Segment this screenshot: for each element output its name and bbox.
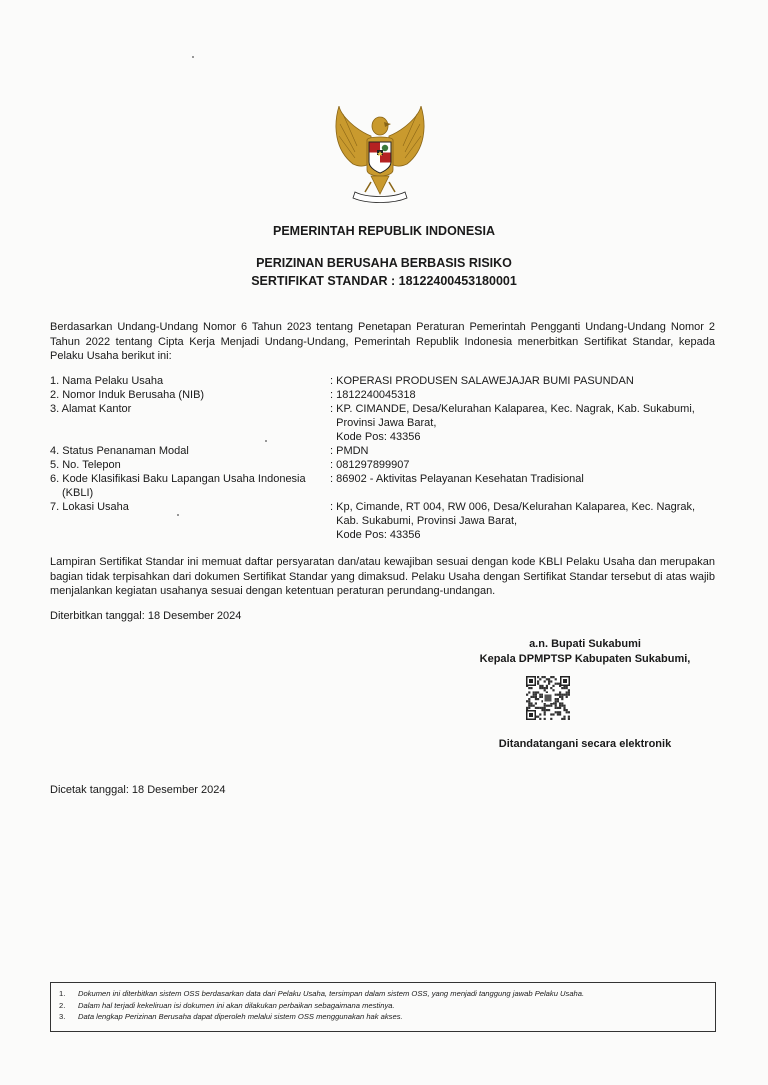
footer-note-text: Data lengkap Perizinan Berusaha dapat diperoleh melalui sistem OSS menggunakan hak akses. [78, 1012, 403, 1021]
field-value-line: : KOPERASI PRODUSEN SALAWEJAJAR BUMI PASUNDAN [330, 375, 634, 387]
field-label-line: 5. No. Telepon [50, 459, 121, 471]
certificate-number: SERTIFIKAT STANDAR : 18122400453180001 [251, 274, 517, 288]
signatory-on-behalf: a.n. Bupati Sukabumi [529, 638, 641, 650]
field-value [330, 388, 720, 402]
intro-paragraph: Berdasarkan Undang-Undang Nomor 6 Tahun 2023 tentang Penetapan Peraturan Pemerintah Pengganti Undang-Undang Nomor 2 Tahun 2022 tentang Cipta Kerja Menjadi Undang-Undang, Pemerintah Republik Indonesia menerbitkan Sertifikat Standar, kepada Pelaku Usaha berikut ini: [50, 321, 715, 362]
field-label [50, 500, 330, 514]
field-value-line: Kode Pos: 43356 [330, 529, 421, 541]
field-label-line: 7. Lokasi Usaha [50, 501, 129, 513]
garuda-emblem-icon [331, 106, 429, 206]
printed-date: Dicetak tanggal: 18 Desember 2024 [50, 784, 226, 796]
footer-note-text: Dokumen ini diterbitkan sistem OSS berdasarkan data dari Pelaku Usaha, tersimpan dalam sistem OSS, yang menjadi tanggung jawab Pelaku Usaha. [78, 989, 585, 998]
field-value-line: Provinsi Jawa Barat, [330, 417, 437, 429]
field-value [330, 472, 720, 486]
electronic-signature-note: Ditandatangani secara elektronik [498, 738, 672, 750]
footer-note-number: 1. [59, 989, 66, 998]
field-label [50, 374, 330, 388]
signatory-position: Kepala DPMPTSP Kabupaten Sukabumi, [479, 653, 691, 665]
field-label-line: 6. Kode Klasifikasi Baku Lapangan Usaha Indonesia [50, 473, 306, 485]
scan-speck [265, 440, 267, 442]
field-label-line: 4. Status Penanaman Modal [50, 445, 189, 457]
field-label [50, 388, 330, 402]
appendix-paragraph: Lampiran Sertifikat Standar ini memuat daftar persyaratan dan/atau kewajiban sesuai dengan kode KBLI Pelaku Usaha dan merupakan bagian tidak terpisahkan dari dokumen Sertifikat Standar yang dimaksud. Pelaku Usaha dengan Sertifikat Standar tersebut di atas wajib menjalankan kegiatan usahanya sesuai dengan ketentuan peraturan perundang-undangan. [50, 556, 715, 597]
field-label-line: (KBLI) [62, 487, 94, 499]
field-value [330, 458, 720, 472]
field-value-line: Kode Pos: 43356 [330, 431, 421, 443]
scan-speck [177, 514, 179, 516]
field-value-line: : 081297899907 [330, 459, 410, 471]
footer-note [59, 988, 715, 1000]
government-title: PEMERINTAH REPUBLIK INDONESIA [272, 224, 495, 238]
qr-code-icon [526, 676, 570, 720]
issued-date: Diterbitkan tanggal: 18 Desember 2024 [50, 610, 242, 622]
footer-note [59, 1000, 715, 1012]
document-title: PERIZINAN BERUSAHA BERBASIS RISIKO [256, 256, 512, 270]
field-label [50, 402, 330, 416]
footer-note-number: 2. [59, 1000, 66, 1010]
field-label [50, 444, 330, 458]
field-value [330, 444, 720, 458]
field-label-line: 2. Nomor Induk Berusaha (NIB) [50, 389, 205, 401]
field-value [330, 374, 720, 388]
footer-note-number: 3. [59, 1012, 66, 1021]
field-value-line: : 86902 - Aktivitas Pelayanan Kesehatan Tradisional [330, 473, 584, 485]
field-label-line: 3. Alamat Kantor [50, 403, 132, 415]
scan-speck [192, 56, 194, 58]
field-value-line: : KP. CIMANDE, Desa/Kelurahan Kalaparea, Kec. Nagrak, Kab. Sukabumi, [330, 403, 695, 415]
field-value-line: Kab. Sukabumi, Provinsi Jawa Barat, [330, 515, 518, 527]
field-label-line: 1. Nama Pelaku Usaha [50, 375, 164, 387]
footer-note-text: Dalam hal terjadi kekeliruan isi dokumen ini akan dilakukan perbaikan sebagaimana mestinya. [78, 1000, 395, 1010]
field-value-line: : Kp, Cimande, RT 004, RW 006, Desa/Kelurahan Kalaparea, Kec. Nagrak, [330, 501, 696, 513]
field-label [50, 458, 330, 472]
field-label [50, 472, 330, 500]
field-value [330, 500, 720, 542]
footer-notes-box [50, 982, 716, 1032]
field-value [330, 402, 720, 444]
field-value-line: : 1812240045318 [330, 389, 416, 401]
field-value-line: : PMDN [330, 445, 369, 457]
footer-note [59, 1011, 715, 1023]
